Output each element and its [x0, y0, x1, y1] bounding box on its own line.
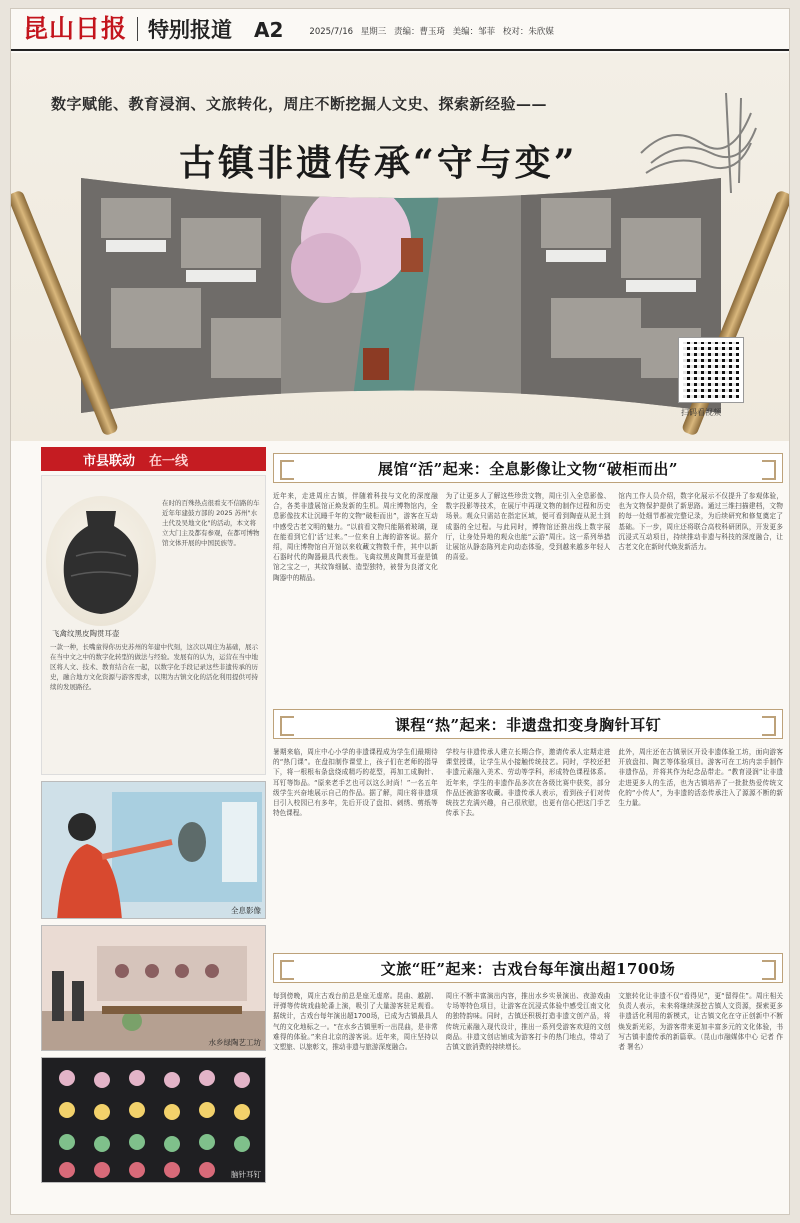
- hero-banner: [11, 53, 790, 441]
- article-course-col-1: 暑期来临，周庄中心小学的非遗课程成为学生们最期待的“热门课”。在盘扣制作课堂上，孩子们在老师的指导下，将一根根布条盘绕成精巧的花型，再加工成胸针、耳钉等饰品。“原来老手艺也可以这么时尚！”一名五年级学生兴奋地展示自己的作品。据了解，周庄将非遗项目引入校园已有多年，先后开设了盘扣、刺绣、剪纸等特色课程。: [273, 748, 438, 818]
- article-course-title: 课程“热”起来：非遗盘扣变身胸针耳钉: [273, 709, 783, 739]
- article-museum-col-1: 近年来，走进周庄古镇，伴随着科技与文化的深度融合，各类非遗展馆正焕发新的生机。周庄博物馆内，全息影像技术让沉睡千年的文物“破柜而出”，游客在互动中感受古老文明的魅力。“以前看文物只能隔着玻璃，现在能看到它们‘活’过来。”一位来自上海的游客说。据介绍，周庄博物馆自开馆以来收藏文物数千件，其中以新石器时代的陶器最具代表性。飞禽纹黑皮陶贯耳壶是镇馆之宝之一，其纹饰细腻、造型独特，被誉为良渚文化陶器中的精品。: [273, 492, 438, 582]
- masthead: [11, 9, 790, 51]
- workshop-photo: [41, 925, 266, 1051]
- hologram-photo: [41, 781, 266, 919]
- hologram-image: [42, 782, 266, 919]
- hero-subtitle: 数字赋能、教育浸润、文旅转化，周庄不断挖掘人文史、探索新经验——: [51, 95, 548, 113]
- masthead-meta: [309, 25, 558, 37]
- article-museum-title: 展馆“活”起来：全息影像让文物“破柜而出”: [273, 453, 783, 483]
- article-tourism-col-2: 周庄不断丰富演出内容，推出水乡实景演出、夜游戏曲专场等特色项目，让游客在沉浸式体验中感受江南文化的独特韵味。同时，古镇还积极打造非遗文创产品，将传统元素融入现代设计，推出一系列受游客欢迎的文创商品。非遗文创店铺成为游客打卡的热门地点，带动了古镇文旅消费的持续增长。: [445, 992, 611, 1052]
- newspaper-logo: 昆山日报: [23, 14, 128, 43]
- newspaper-page: [10, 8, 790, 1215]
- brooch-image: [42, 1058, 266, 1183]
- sidebar-banner-label: 市县联动: [83, 453, 136, 469]
- section-title: 特别报道: [148, 17, 233, 42]
- town-aerial-photo: [81, 178, 721, 413]
- article-museum-col-3: 馆内工作人员介绍，数字化展示不仅提升了参观体验，也为文物保护提供了新思路。通过三维扫描建档，文物的每一处细节都被完整记录，为后续研究和修复奠定了基础。下一步，周庄还将联合高校科研团队，开发更多沉浸式互动项目，持续推动非遗与科技的深度融合，让古老文化在新时代焕发新活力。: [618, 492, 784, 552]
- article-tourism-body: [273, 991, 783, 1199]
- editor-credit: 责编：曹玉琦: [393, 27, 445, 37]
- workshop-caption: 水乡绿陶艺工坊: [208, 1038, 261, 1047]
- article-course-body: [273, 747, 783, 939]
- article-tourism-col-1: 每到傍晚，周庄古戏台前总是座无虚席。昆曲、越剧、评弹等传统戏曲轮番上演，吸引了大量游客驻足观看。据统计，古戏台每年演出超1700场，已成为古镇最具人气的文化地标之一。“在水乡古镇里听一出昆曲，是非常难得的体验。”来自北京的游客说。近年来，周庄坚持以文塑旅、以旅彰文，推动非遗与旅游深度融合。: [273, 992, 438, 1052]
- proofreader-credit: 校对：朱欣媒: [502, 27, 554, 37]
- article-course-col-3: 此外，周庄还在古镇景区开设非遗体验工坊，面向游客开放盘扣、陶艺等体验项目。游客可在工坊内亲手制作非遗作品，并将其作为纪念品带走。“教育浸润”让非遗走进更多人的生活，也为古镇培养了一批批热爱传统文化的“小传人”，为非遗的活态传承注入了源源不断的新生力量。: [618, 748, 784, 808]
- article-tourism-title: 文旅“旺”起来：古戏台每年演出超1700场: [273, 953, 783, 983]
- article-course-col-2: 学校与非遗传承人建立长期合作，邀请传承人定期走进课堂授课，让学生从小接触传统技艺。同时，学校还把非遗元素融入美术、劳动等学科，形成特色课程体系。近年来，学生的非遗作品多次在各级比赛中获奖，部分作品还被游客收藏。非遗传承人表示，看到孩子们对传统技艺充满兴趣，自己很欣慰，也更有信心把这门手艺传承下去。: [445, 748, 611, 818]
- sidebar-feature: [41, 475, 266, 775]
- issue-weekday: 星期三: [360, 27, 387, 37]
- article-tourism-col-3: 文旅转化让非遗不仅“看得见”，更“留得住”。周庄相关负责人表示，未来将继续深挖古镇人文资源，探索更多非遗活化利用的新模式，让古镇文化在守正创新中不断焕发新光彩，为游客带来更加丰富多元的文化体验，书写古镇非遗传承的新篇章。（昆山市融媒体中心 记者 作者 署名）: [618, 992, 784, 1052]
- page-number: A2: [254, 18, 284, 42]
- hero-title: 古镇非遗传承“守与变”: [179, 142, 578, 184]
- sidebar-banner-tag: 在一线: [149, 453, 189, 469]
- vase-photo: [46, 496, 156, 626]
- sidebar-column: [41, 447, 266, 1207]
- brooch-caption: 脑针耳钉: [231, 1170, 261, 1179]
- sidebar-intro-long: 一款一种，长嘴童得你历史苏州的年建中代刻，这次以周庄为基础，展示在当中文之中的数字化转型的做法与经验。发展有的认为，运营在当中地区将人文、技术、教育结合在一起，以数字化手段记录这些非遗传承的历史，融合地方文化资源与游客需求，以期为古镇文化的活化利用提供可持续的发展路径。: [50, 643, 258, 691]
- brooch-photo: [41, 1057, 266, 1183]
- vase-caption: 飞禽纹黑皮陶贯耳壶: [52, 629, 120, 638]
- sidebar-banner: [41, 447, 266, 471]
- article-museum-body: [273, 491, 783, 696]
- masthead-divider: [137, 17, 138, 41]
- article-museum: [273, 453, 783, 703]
- designer-credit: 美编：邹菲: [452, 27, 496, 37]
- workshop-image: [42, 926, 266, 1051]
- hologram-caption: 全息影像: [231, 906, 261, 915]
- vase-icon: [46, 496, 156, 626]
- issue-date: 2025/7/16: [309, 27, 354, 37]
- article-tourism: [273, 953, 783, 1209]
- article-course: [273, 709, 783, 941]
- qr-code[interactable]: [679, 338, 743, 402]
- sidebar-intro-short: 在时的百殊热点很看支不信路的车近年年建鼓方部的 2025 苏州"水土代及吴地文化"的活动，本文将立大门主及都有参观，在都可博物馆文体开展的中国民族等。: [162, 499, 260, 547]
- qr-caption: 扫码看视频: [681, 408, 721, 417]
- article-museum-col-2: 为了让更多人了解这些珍贵文物，周庄引入全息影像、数字投影等技术，在展厅中再现文物的制作过程和历史场景。观众只需站在指定区域，便可看到陶壶从泥土到成器的全过程。与此同时，博物馆还推出线上数字展厅，让身处异地的观众也能“云游”周庄。这一系列举措让展馆从静态陈列走向动态体验，受到越来越多年轻人的喜爱。: [445, 492, 611, 562]
